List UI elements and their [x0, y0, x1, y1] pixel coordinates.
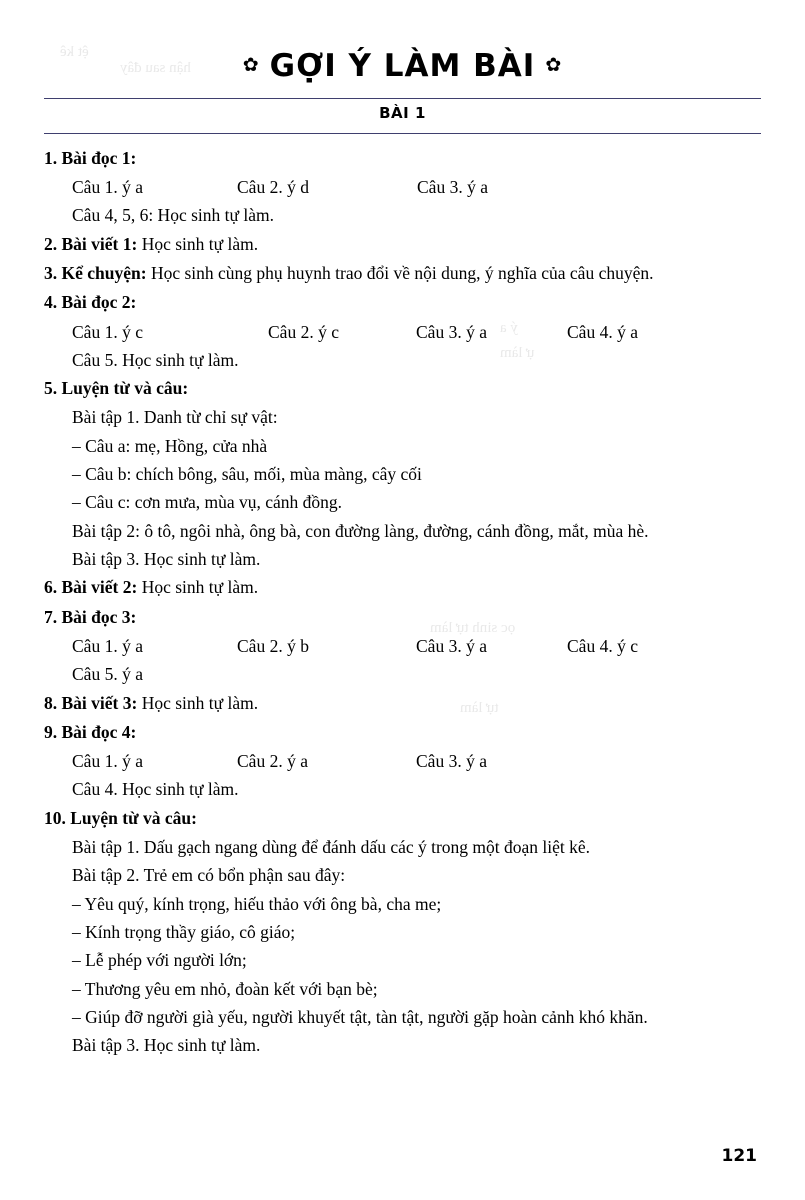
document-body [44, 144, 761, 1060]
answer: Câu 1. ý a [72, 751, 143, 772]
item-number: 3. [44, 263, 58, 284]
answer-row [72, 318, 761, 346]
item-number: 9. [44, 721, 58, 742]
item-label: Bài đọc 4: [61, 721, 137, 742]
item-note: Câu 5. Học sinh tự làm. [72, 349, 239, 370]
answer: Câu 3. ý a [416, 636, 487, 657]
item-number: 10. [44, 807, 66, 828]
page-title-text: GỢI Ý LÀM BÀI [269, 48, 536, 84]
exercise-line: – Kính trọng thầy giáo, cô giáo; [72, 921, 296, 942]
answer: Câu 2. ý c [268, 321, 339, 342]
exercise-line: – Câu b: chích bông, sâu, mối, mùa màng, cây cối [72, 464, 422, 485]
item-label: Luyện từ và câu: [61, 378, 189, 399]
item-number: 4. [44, 292, 58, 313]
item-number: 6. [44, 577, 58, 598]
page-title [233, 48, 572, 84]
exercise-line: Bài tập 1. Dấu gạch ngang dùng để đánh dấu các ý trong một đoạn liệt kê. [72, 836, 591, 857]
exercise-line: – Lễ phép với người lớn; [72, 950, 247, 971]
answer: Câu 1. ý c [72, 321, 143, 342]
answer: Câu 4. ý c [567, 636, 638, 657]
divider-bottom [44, 133, 761, 134]
flower-icon-left: ✿ [242, 53, 260, 76]
item-note: Câu 4, 5, 6: Học sinh tự làm. [72, 205, 274, 226]
list-item [44, 230, 761, 258]
item-number: 7. [44, 606, 58, 627]
bleed-through-text: ọc sinh tự làm [430, 620, 516, 636]
section-heading: BÀI 1 [379, 104, 426, 122]
exercise-title: Bài tập 1. Danh từ chỉ sự vật: [72, 407, 278, 428]
exercise-line: – Giúp đỡ người già yếu, người khuyết tật, tàn tật, người gặp hoàn cảnh khó khăn. [72, 1006, 648, 1027]
list-item [44, 144, 761, 172]
item-label: Bài đọc 3: [61, 606, 137, 627]
list-item [44, 374, 761, 402]
item-number: 5. [44, 378, 58, 399]
item-label: Bài viết 2: [61, 577, 138, 598]
item-number: 8. [44, 692, 58, 713]
exercise-line: Bài tập 2: ô tô, ngôi nhà, ông bà, con đường làng, đường, cánh đồng, mắt, mùa hè. [72, 520, 649, 541]
item-label: Luyện từ và câu: [70, 807, 197, 828]
flower-icon-right: ✿ [545, 53, 563, 76]
answer: Câu 2. ý b [237, 636, 309, 657]
list-item [44, 288, 761, 316]
answer: Câu 1. ý a [72, 636, 143, 657]
list-item [44, 804, 761, 832]
answer: Câu 2. ý a [237, 751, 308, 772]
item-label: Kể chuyện: [61, 263, 147, 284]
answer: Câu 2. ý d [237, 177, 309, 198]
item-text: Học sinh tự làm. [141, 692, 259, 713]
item-label: Bài viết 1: [61, 233, 138, 254]
bleed-through-text: ệt kê [60, 44, 89, 60]
item-text: Học sinh tự làm. [141, 577, 259, 598]
answer: Câu 3. ý a [416, 751, 487, 772]
list-item [44, 259, 761, 287]
bleed-through-text: ự làm [500, 345, 535, 361]
item-number: 2. [44, 233, 58, 254]
answer: Câu 3. ý a [417, 177, 488, 198]
answer-row [72, 632, 761, 660]
exercise-line: Bài tập 3. Học sinh tự làm. [72, 1035, 261, 1056]
page-title-wrap [44, 48, 761, 84]
item-label: Bài đọc 2: [61, 292, 137, 313]
exercise-line: Bài tập 3. Học sinh tự làm. [72, 549, 261, 570]
list-item [44, 689, 761, 717]
answer-row [72, 747, 761, 775]
item-label: Bài viết 3: [61, 692, 138, 713]
list-item [44, 718, 761, 746]
bleed-through-text: ý a [500, 320, 518, 336]
exercise-line: – Câu a: mẹ, Hồng, cửa nhà [72, 435, 268, 456]
item-note: Câu 5. ý a [72, 664, 143, 685]
item-text: Học sinh tự làm. [141, 233, 259, 254]
answer: Câu 3. ý a [416, 321, 487, 342]
exercise-title: Bài tập 2. Trẻ em có bổn phận sau đây: [72, 865, 346, 886]
item-number: 1. [44, 148, 58, 168]
page-number: 121 [721, 1146, 757, 1166]
item-text: Học sinh cùng phụ huynh trao đổi về nội dung, ý nghĩa của câu chuyện. [150, 263, 654, 284]
exercise-line: – Thương yêu em nhỏ, đoàn kết với bạn bè; [72, 978, 378, 999]
answer-row [72, 173, 761, 201]
list-item [44, 573, 761, 601]
exercise-line: – Yêu quý, kính trọng, hiếu thảo với ông bà, cha me; [72, 893, 442, 914]
list-item [44, 603, 761, 631]
item-note: Câu 4. Học sinh tự làm. [72, 779, 239, 800]
exercise-line: – Câu c: cơn mưa, mùa vụ, cánh đồng. [72, 492, 342, 513]
bleed-through-text: tự làm [460, 700, 499, 716]
item-label: Bài đọc 1: [61, 148, 137, 168]
answer: Câu 1. ý a [72, 177, 143, 198]
bleed-through-text: hận sau đây [120, 60, 191, 76]
answer: Câu 4. ý a [567, 321, 638, 342]
